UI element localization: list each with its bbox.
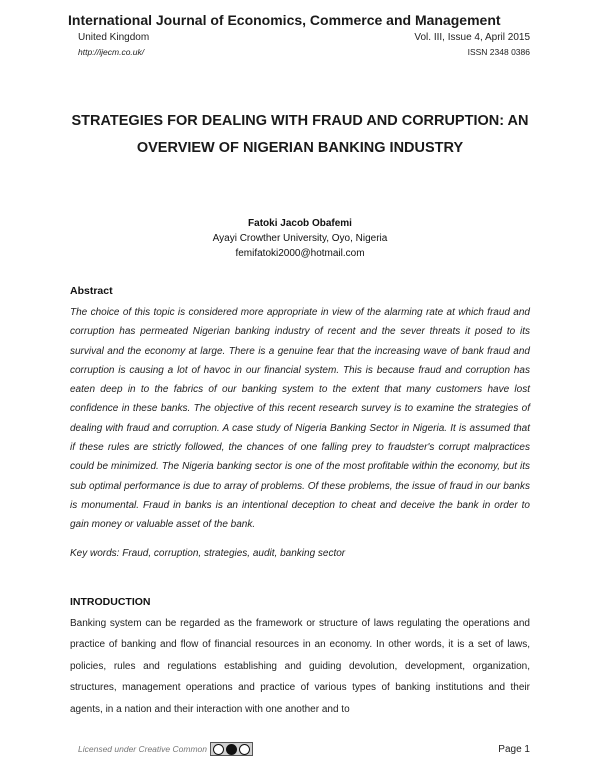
paper-title: STRATEGIES FOR DEALING WITH FRAUD AND CORRUPTION: AN OVERVIEW OF NIGERIAN BANKING INDUSTRY	[71, 113, 529, 156]
header-row-1	[78, 32, 530, 43]
author-name: Fatoki Jacob Obafemi	[248, 218, 352, 229]
license-text: Licensed under Creative Common	[78, 744, 207, 754]
abstract-heading: Abstract	[70, 285, 113, 297]
page-footer	[78, 742, 530, 756]
author-block	[60, 216, 540, 261]
author-affiliation: Ayayi Crowther University, Oyo, Nigeria	[212, 233, 388, 244]
header-row-2	[78, 47, 530, 57]
introduction-heading: INTRODUCTION	[70, 596, 151, 608]
attribution-icon	[226, 744, 237, 755]
keywords: Key words: Fraud, corruption, strategies, audit, banking sector	[70, 548, 346, 559]
author-email[interactable]: femifatoki2000@hotmail.com	[235, 248, 365, 259]
license-note	[78, 742, 253, 756]
page-number: Page 1	[498, 743, 530, 755]
journal-volume: Vol. III, Issue 4, April 2015	[414, 32, 530, 43]
abstract-text: The choice of this topic is considered more appropriate in view of the alarming rate at which fraud and corruption has permeated Nigerian banking industry of recent and the sever threats it posed to its survival and the economy at large. There is a genuine fear that the increasing wave of bank fraud and corruption is causing a lot of havoc in our financial system. This is because fraud and corruption has eaten deep in to the fabrics of our banking system to the extent that many customers have lost confidence in these banks. The objective of this recent research survey is to examine the strategies of dealing with fraud and corruption. A case study of Nigeria Banking Sector in Nigeria. It is assumed that if these rules are strictly followed, the chances of one falling prey to fraudster's corrupt malpractices could be minimized. The Nigeria banking sector is one of the most profitable within the economy, but its sub optimal performance is due to array of problems. Of these problems, the issue of fraud in our banks is monumental. Fraud in banks is an intentional deception to cheat and deceive the bank in order to gain money or valuable asset of the bank.	[70, 307, 530, 531]
share-alike-icon	[239, 744, 250, 755]
journal-issn: ISSN 2348 0386	[467, 47, 530, 57]
journal-title: International Journal of Economics, Commerce and Management	[68, 12, 501, 28]
journal-country: United Kingdom	[78, 32, 150, 43]
introduction-text: Banking system can be regarded as the framework or structure of laws regulating the operations and practice of banking and flow of financial resources in an economy. In other words, it is a set of laws, policies, rules and regulations establishing and guiding devolution, development, organization, structures, management operations and practice of various types of banking institutions and their agents, in a nation and their interaction with one another and to	[70, 618, 530, 715]
creative-commons-icon[interactable]	[210, 742, 253, 756]
cc-icon	[213, 744, 224, 755]
journal-url[interactable]: http://ijecm.co.uk/	[78, 47, 145, 57]
